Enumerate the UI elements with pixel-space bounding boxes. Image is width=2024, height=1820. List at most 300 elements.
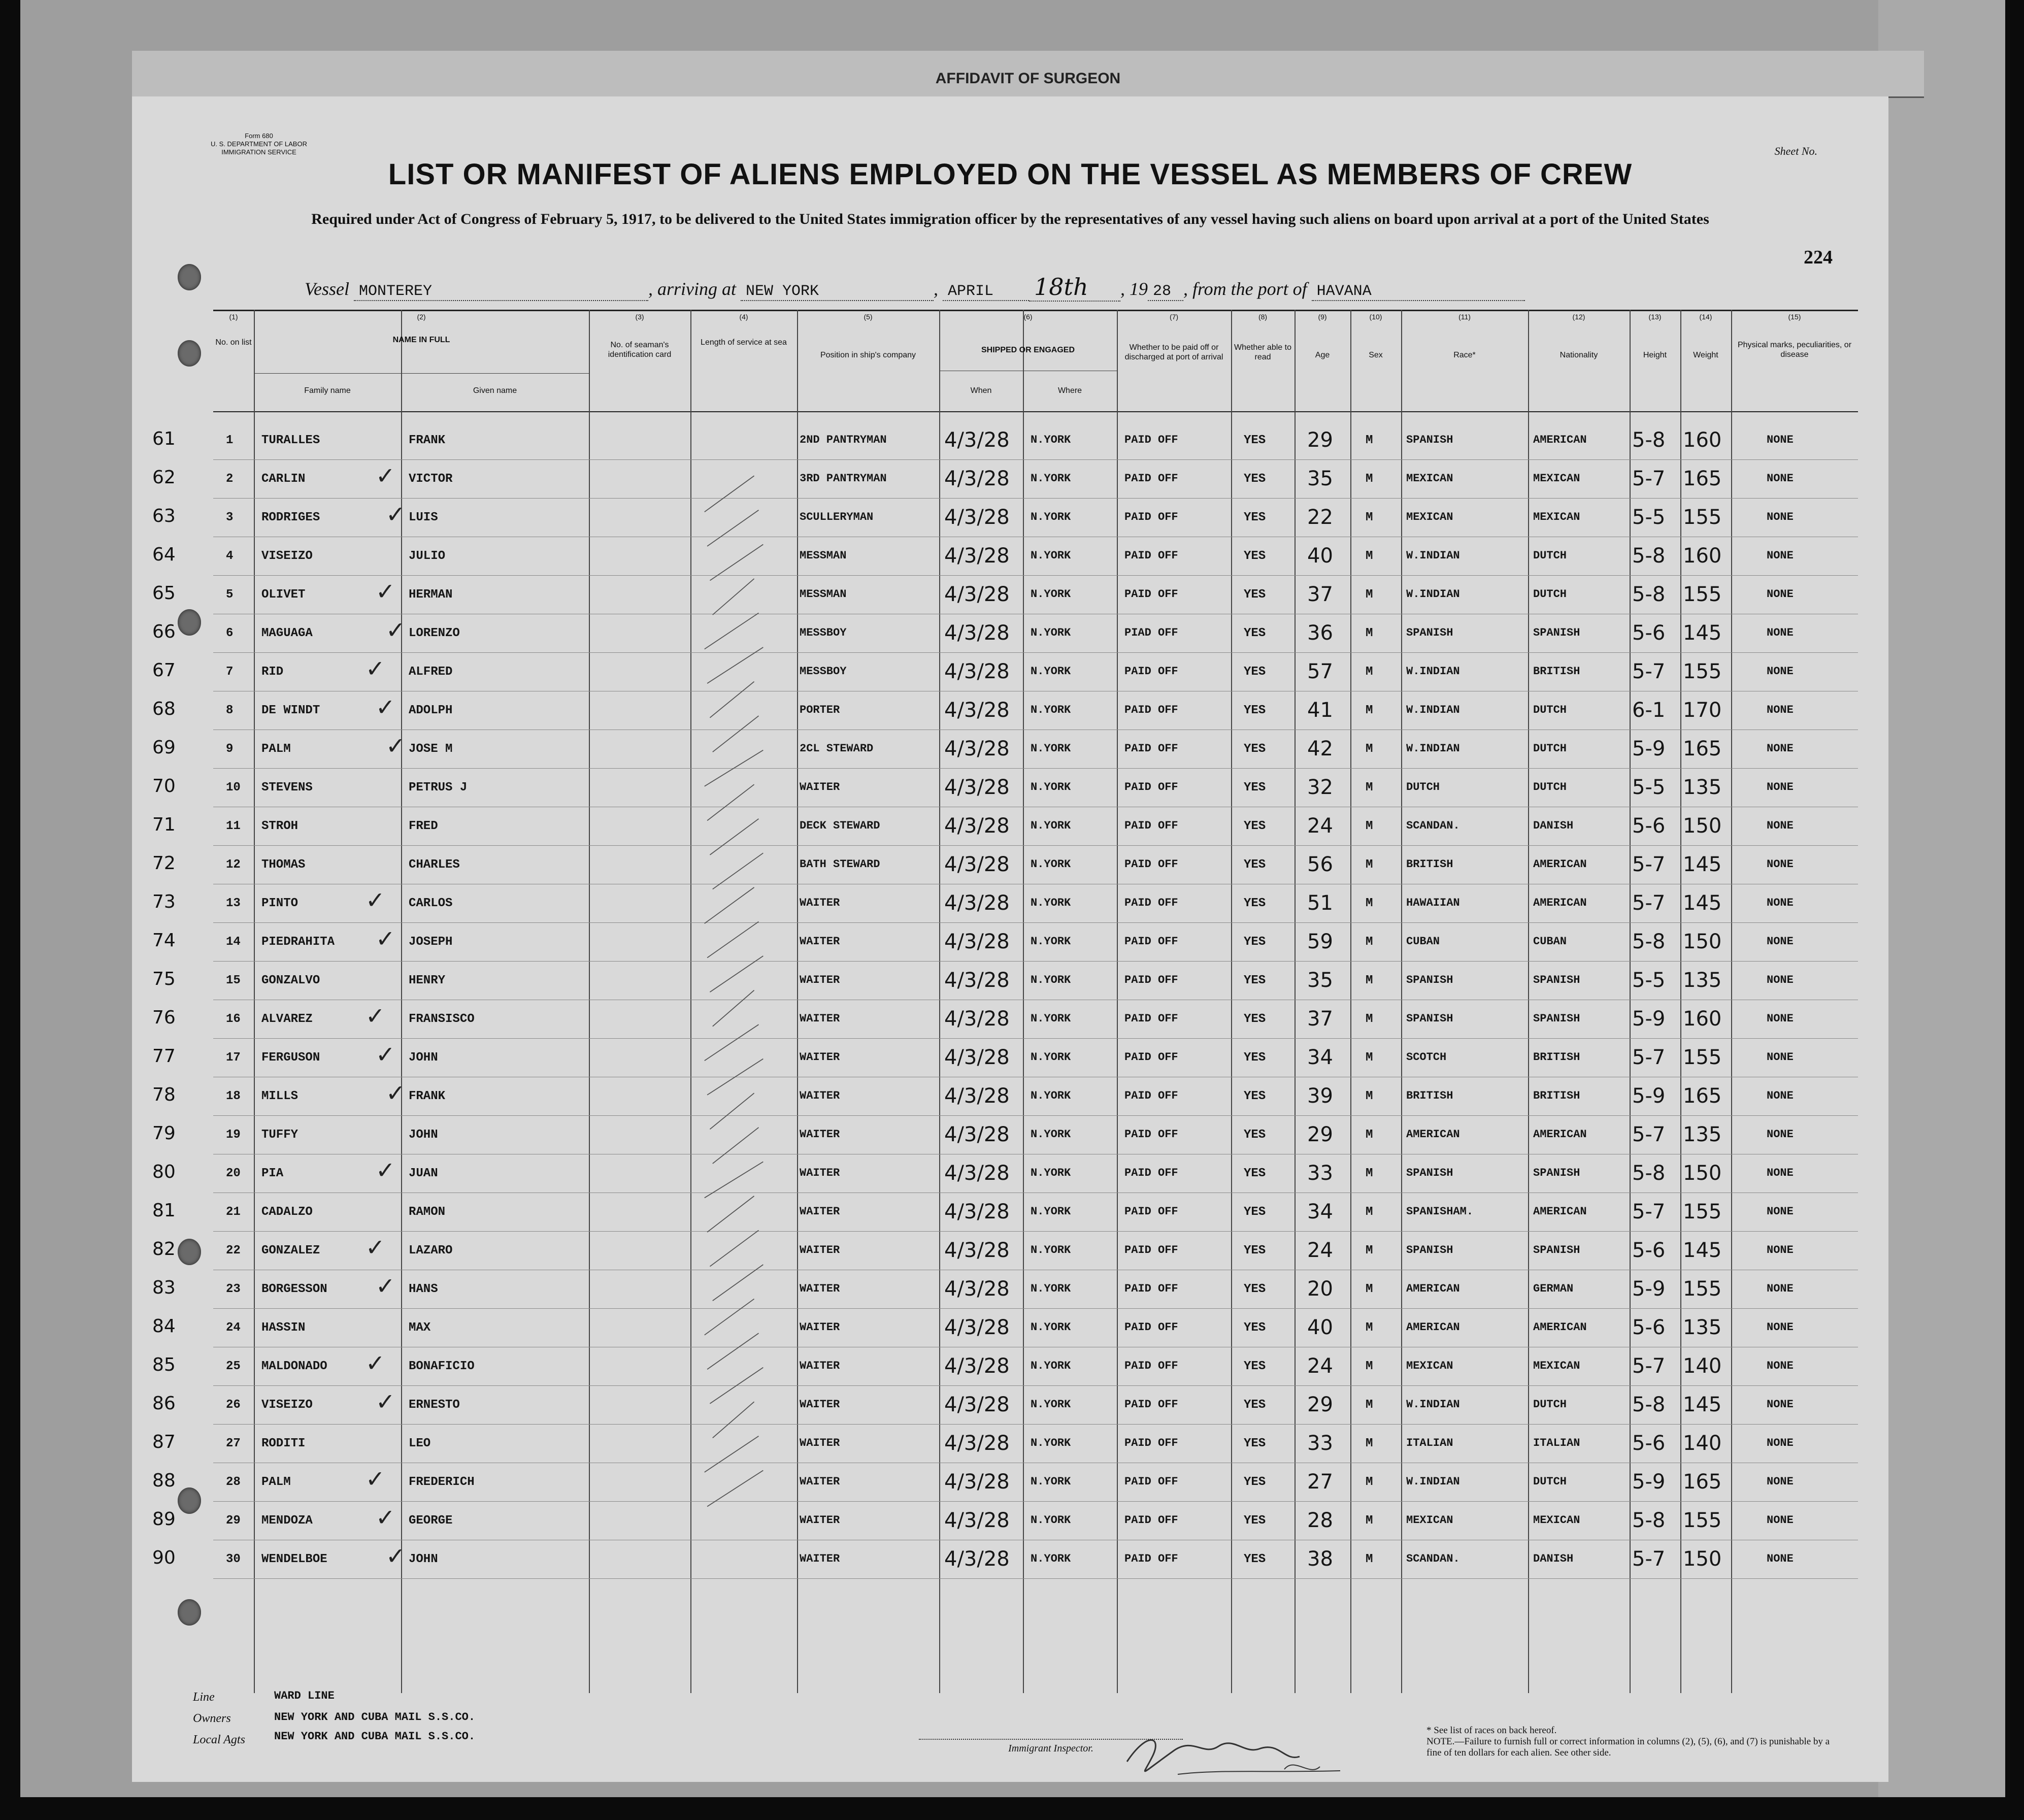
cell-weight: 165: [1683, 737, 1722, 760]
cell-sex: M: [1366, 1012, 1373, 1026]
arriving-at: NEW YORK: [741, 283, 934, 301]
pencil-tick: [705, 613, 759, 649]
cell-where: N.YORK: [1031, 858, 1071, 871]
cell-height: 5-7: [1632, 891, 1666, 915]
cell-nationality: DUTCH: [1533, 704, 1567, 716]
margin-line-number: 78: [152, 1084, 176, 1105]
cell-no: 28: [226, 1475, 241, 1489]
cell-read: YES: [1244, 974, 1266, 987]
year-prefix: , 19: [1120, 279, 1148, 299]
cell-when: 4/3/28: [944, 1316, 1010, 1339]
cell-read: YES: [1244, 1475, 1266, 1489]
cell-age: 29: [1307, 1123, 1333, 1146]
cell-no: 5: [226, 588, 234, 602]
name-subrule: [254, 373, 589, 374]
form-identifier: Form 680 U. S. DEPARTMENT OF LABOR IMMIGRATION SERVICE: [211, 132, 307, 156]
line-label: Line: [193, 1691, 215, 1704]
col-head-sex: Sex: [1369, 351, 1383, 359]
cell-height: 5-8: [1632, 1162, 1666, 1185]
cell-read: YES: [1244, 1398, 1266, 1412]
pencil-tick: [705, 476, 754, 512]
col-head-given: Given name: [473, 386, 517, 395]
cell-no: 1: [226, 434, 234, 447]
cell-given-name: FREDERICH: [409, 1475, 475, 1489]
col-num: (8): [1258, 313, 1268, 321]
cell-marks: NONE: [1767, 1475, 1794, 1488]
agents-label: Local Agts: [193, 1733, 245, 1746]
cell-when: 4/3/28: [944, 544, 1010, 568]
cell-position: BATH STEWARD: [800, 858, 880, 871]
cell-position: WAITER: [800, 1051, 840, 1064]
cell-paid-off: PAID OFF: [1124, 511, 1178, 523]
cell-when: 4/3/28: [944, 699, 1010, 722]
check-mark-icon: ✓: [366, 1234, 385, 1261]
cell-nationality: GERMAN: [1533, 1282, 1574, 1295]
check-mark-icon: ✓: [386, 732, 406, 759]
cell-family-name: WENDELBOE: [261, 1552, 327, 1566]
margin-line-number: 80: [152, 1162, 176, 1182]
cell-age: 51: [1307, 891, 1333, 915]
cell-sex: M: [1366, 935, 1373, 949]
cell-weight: 145: [1683, 621, 1722, 645]
cell-height: 5-7: [1632, 853, 1666, 876]
cell-read: YES: [1244, 1205, 1266, 1219]
check-mark-icon: ✓: [376, 1272, 395, 1300]
cell-given-name: HENRY: [409, 974, 446, 987]
cell-when: 4/3/28: [944, 1393, 1010, 1416]
punch-hole: [178, 340, 201, 367]
cell-read: YES: [1244, 588, 1266, 602]
table-row: [152, 962, 1858, 1000]
cell-marks: NONE: [1767, 1360, 1794, 1372]
check-mark-icon: ✓: [386, 501, 406, 528]
cell-position: WAITER: [800, 974, 840, 986]
cell-weight: 140: [1683, 1432, 1722, 1455]
cell-race: W.INDIAN: [1406, 742, 1460, 755]
cell-family-name: HASSIN: [261, 1321, 306, 1335]
cell-family-name: RODITI: [261, 1437, 306, 1450]
cell-weight: 155: [1683, 1509, 1722, 1532]
cell-race: MEXICAN: [1406, 1360, 1453, 1372]
cell-read: YES: [1244, 472, 1266, 486]
table-row: [152, 1270, 1858, 1309]
cell-no: 12: [226, 858, 241, 872]
cell-paid-off: PAID OFF: [1124, 974, 1178, 986]
cell-position: 2CL STEWARD: [800, 742, 874, 755]
table-row: [152, 1540, 1858, 1579]
cell-family-name: PALM: [261, 742, 291, 756]
cell-paid-off: PAID OFF: [1124, 665, 1178, 678]
cell-race: HAWAIIAN: [1406, 897, 1460, 909]
check-mark-icon: ✓: [376, 693, 395, 721]
pencil-tick: [710, 544, 763, 580]
cell-family-name: STROH: [261, 819, 298, 833]
cell-no: 14: [226, 935, 241, 949]
cell-given-name: GEORGE: [409, 1514, 453, 1528]
table-row: [152, 1502, 1858, 1540]
pencil-tick: [707, 1333, 758, 1369]
cell-age: 34: [1307, 1046, 1333, 1069]
affidavit-header: [132, 51, 1924, 98]
cell-when: 4/3/28: [944, 1123, 1010, 1146]
cell-where: N.YORK: [1031, 665, 1071, 678]
cell-height: 5-8: [1632, 1509, 1666, 1532]
cell-race: SPANISH: [1406, 1244, 1453, 1256]
page-title: LIST OR MANIFEST OF ALIENS EMPLOYED ON THE VESSEL AS MEMBERS OF CREW: [388, 158, 1633, 191]
cell-weight: 165: [1683, 1084, 1722, 1108]
col-head-weight: Weight: [1693, 351, 1718, 359]
cell-weight: 135: [1683, 969, 1722, 992]
cell-where: N.YORK: [1031, 1051, 1071, 1064]
col-num: (5): [864, 313, 873, 321]
margin-line-number: 79: [152, 1123, 176, 1144]
cell-given-name: JUAN: [409, 1167, 438, 1180]
col-head-where: Where: [1057, 386, 1082, 395]
cell-nationality: AMERICAN: [1533, 1205, 1587, 1218]
pencil-tick: [710, 1230, 758, 1266]
cell-sex: M: [1366, 1244, 1373, 1258]
check-mark-icon: ✓: [366, 655, 385, 682]
cell-sex: M: [1366, 434, 1373, 447]
cell-weight: 165: [1683, 467, 1722, 490]
cell-age: 40: [1307, 1316, 1333, 1339]
cell-where: N.YORK: [1031, 897, 1071, 909]
arrival-year: 28: [1148, 283, 1183, 301]
cell-marks: NONE: [1767, 511, 1794, 523]
cell-when: 4/3/28: [944, 1509, 1010, 1532]
cell-paid-off: PAID OFF: [1124, 1012, 1178, 1025]
table-row: [152, 691, 1858, 730]
table-row: [152, 1116, 1858, 1154]
cell-race: W.INDIAN: [1406, 665, 1460, 678]
page-number: 224: [1804, 247, 1833, 268]
cell-paid-off: PAID OFF: [1124, 742, 1178, 755]
cell-height: 5-8: [1632, 428, 1666, 452]
col-head-race: Race*: [1453, 351, 1476, 359]
cell-race: SPANISH: [1406, 434, 1453, 446]
table-row: [152, 807, 1858, 846]
cell-when: 4/3/28: [944, 969, 1010, 992]
cell-weight: 150: [1683, 814, 1722, 838]
vessel-line: Vessel MONTEREY , arriving at NEW YORK , APRIL 18th , 19 28 , from the port of HAVANA: [305, 273, 1525, 302]
col-num: (15): [1788, 313, 1801, 321]
punch-hole: [178, 1239, 201, 1265]
table-row: [152, 730, 1858, 769]
margin-line-number: 83: [152, 1277, 176, 1298]
cell-where: N.YORK: [1031, 974, 1071, 986]
cell-family-name: CARLIN: [261, 472, 306, 486]
cell-height: 5-9: [1632, 1277, 1666, 1301]
cell-where: N.YORK: [1031, 1167, 1071, 1179]
cell-family-name: MILLS: [261, 1089, 298, 1103]
cell-height: 5-7: [1632, 1123, 1666, 1146]
table-row: [152, 421, 1858, 460]
cell-sex: M: [1366, 472, 1373, 486]
cell-nationality: SPANISH: [1533, 1244, 1580, 1256]
cell-position: WAITER: [800, 1321, 840, 1334]
cell-family-name: PALM: [261, 1475, 291, 1489]
cell-weight: 155: [1683, 583, 1722, 606]
cell-paid-off: PAID OFF: [1124, 1360, 1178, 1372]
cell-position: DECK STEWARD: [800, 819, 880, 832]
pencil-tick: [710, 682, 754, 718]
cell-nationality: DUTCH: [1533, 588, 1567, 601]
pencil-tick: [713, 1265, 764, 1301]
table-row: [152, 1232, 1858, 1270]
cell-read: YES: [1244, 704, 1266, 717]
background-strip: [1878, 0, 2005, 1797]
cell-family-name: TUFFY: [261, 1128, 298, 1142]
cell-weight: 170: [1683, 699, 1722, 722]
manifest-footer: [193, 1670, 1838, 1772]
cell-nationality: DUTCH: [1533, 781, 1567, 793]
cell-family-name: ALVAREZ: [261, 1012, 313, 1026]
cell-where: N.YORK: [1031, 1282, 1071, 1295]
cell-where: N.YORK: [1031, 626, 1071, 639]
cell-position: WAITER: [800, 1475, 840, 1488]
cell-nationality: AMERICAN: [1533, 858, 1587, 871]
col-head-marks: Physical marks, peculiarities, or disease: [1737, 341, 1852, 359]
margin-line-number: 63: [152, 506, 176, 526]
col-num: (13): [1648, 313, 1662, 321]
cell-height: 5-7: [1632, 1547, 1666, 1571]
cell-given-name: LAZARO: [409, 1244, 453, 1258]
cell-no: 30: [226, 1552, 241, 1566]
cell-read: YES: [1244, 1012, 1266, 1026]
cell-when: 4/3/28: [944, 891, 1010, 915]
cell-where: N.YORK: [1031, 1552, 1071, 1565]
from-port: HAVANA: [1312, 283, 1525, 301]
cell-race: MEXICAN: [1406, 511, 1453, 523]
cell-family-name: DE WINDT: [261, 704, 320, 717]
margin-line-number: 61: [152, 428, 176, 449]
col-head-read: Whether able to read: [1234, 343, 1291, 361]
cell-race: BRITISH: [1406, 1089, 1453, 1102]
cell-when: 4/3/28: [944, 1277, 1010, 1301]
margin-line-number: 74: [152, 930, 176, 951]
table-row: [152, 576, 1858, 614]
cell-marks: NONE: [1767, 1128, 1794, 1141]
cell-marks: NONE: [1767, 704, 1794, 716]
crew-table: [152, 310, 1858, 1691]
cell-sex: M: [1366, 588, 1373, 602]
cell-when: 4/3/28: [944, 1162, 1010, 1185]
cell-age: 37: [1307, 583, 1333, 606]
cell-paid-off: PAID OFF: [1124, 588, 1178, 601]
cell-weight: 165: [1683, 1470, 1722, 1494]
check-mark-icon: ✓: [366, 1465, 385, 1493]
cell-paid-off: PAID OFF: [1124, 1167, 1178, 1179]
cell-height: 5-6: [1632, 1316, 1666, 1339]
pencil-tick: [707, 1470, 763, 1506]
pencil-tick: [710, 1368, 763, 1404]
table-row: [152, 1039, 1858, 1077]
col-head-name: NAME IN FULL: [392, 336, 450, 344]
check-mark-icon: ✓: [366, 1002, 385, 1030]
cell-sex: M: [1366, 1205, 1373, 1219]
cell-no: 23: [226, 1282, 241, 1296]
cell-height: 5-7: [1632, 660, 1666, 683]
cell-age: 29: [1307, 1393, 1333, 1416]
cell-given-name: HANS: [409, 1282, 438, 1296]
cell-when: 4/3/28: [944, 467, 1010, 490]
pencil-tick: [713, 716, 759, 752]
cell-marks: NONE: [1767, 1051, 1794, 1064]
cell-when: 4/3/28: [944, 814, 1010, 838]
cell-height: 5-7: [1632, 1354, 1666, 1378]
cell-sex: M: [1366, 1128, 1373, 1142]
col-num: (11): [1458, 313, 1471, 321]
cell-nationality: BRITISH: [1533, 1089, 1580, 1102]
cell-race: SPANISH: [1406, 1012, 1453, 1025]
cell-where: N.YORK: [1031, 1514, 1071, 1527]
cell-nationality: AMERICAN: [1533, 1128, 1587, 1141]
arriving-label: , arriving at: [648, 279, 736, 299]
cell-given-name: LUIS: [409, 511, 438, 524]
cell-height: 5-9: [1632, 737, 1666, 760]
arrival-month: APRIL: [943, 283, 1029, 301]
cell-sex: M: [1366, 1475, 1373, 1489]
cell-position: WAITER: [800, 1244, 840, 1256]
cell-no: 11: [226, 819, 241, 833]
cell-read: YES: [1244, 1244, 1266, 1258]
cell-paid-off: PAID OFF: [1124, 704, 1178, 716]
cell-nationality: BRITISH: [1533, 665, 1580, 678]
cell-nationality: CUBAN: [1533, 935, 1567, 948]
margin-line-number: 69: [152, 737, 176, 758]
cell-age: 33: [1307, 1162, 1333, 1185]
cell-marks: NONE: [1767, 472, 1794, 485]
cell-read: YES: [1244, 1552, 1266, 1566]
arrival-day: 18th: [1029, 273, 1120, 302]
cell-race: W.INDIAN: [1406, 1475, 1460, 1488]
footer-note: * See list of races on back hereof. NOTE.—Failure to furnish full or correct information in columns (2), (5), (6), and (7) is punishable by a fine of ten dollars for each alien. See other side.: [1426, 1725, 1830, 1758]
cell-where: N.YORK: [1031, 511, 1071, 523]
pencil-tick: [707, 1059, 763, 1095]
affidavit-title: AFFIDAVIT OF SURGEON: [935, 70, 1121, 87]
cell-height: 5-8: [1632, 583, 1666, 606]
cell-where: N.YORK: [1031, 588, 1071, 601]
pencil-tick: [707, 784, 754, 820]
cell-when: 4/3/28: [944, 1547, 1010, 1571]
cell-family-name: MAGUAGA: [261, 626, 313, 640]
cell-weight: 150: [1683, 930, 1722, 953]
col-head-when: When: [970, 386, 992, 395]
cell-when: 4/3/28: [944, 1432, 1010, 1455]
cell-nationality: BRITISH: [1533, 1051, 1580, 1064]
check-mark-icon: ✓: [386, 1542, 406, 1570]
margin-line-number: 73: [152, 891, 176, 912]
page-subtitle: Required under Act of Congress of February 5, 1917, to be delivered to the United States immigration officer by the representatives of any vessel having such aliens on board upon arrival at a port of the United States: [311, 211, 1709, 227]
pencil-tick: [705, 1299, 754, 1335]
cell-given-name: FRANK: [409, 1089, 446, 1103]
agents-value: NEW YORK AND CUBA MAIL S.S.CO.: [274, 1730, 476, 1743]
cell-when: 4/3/28: [944, 1046, 1010, 1069]
cell-paid-off: PAID OFF: [1124, 1398, 1178, 1411]
cell-no: 18: [226, 1089, 241, 1103]
table-row: [152, 1386, 1858, 1425]
cell-given-name: JOHN: [409, 1051, 438, 1065]
cell-age: 56: [1307, 853, 1333, 876]
cell-no: 22: [226, 1244, 241, 1258]
cell-age: 29: [1307, 428, 1333, 452]
owners-label: Owners: [193, 1712, 231, 1725]
cell-when: 4/3/28: [944, 1200, 1010, 1223]
pencil-tick: [705, 1162, 764, 1198]
cell-height: 5-5: [1632, 969, 1666, 992]
cell-nationality: MEXICAN: [1533, 1514, 1580, 1527]
cell-read: YES: [1244, 511, 1266, 524]
cell-family-name: CADALZO: [261, 1205, 313, 1219]
col-head-service: Length of service at sea: [701, 338, 787, 347]
cell-sex: M: [1366, 1514, 1373, 1528]
cell-marks: NONE: [1767, 588, 1794, 601]
cell-read: YES: [1244, 935, 1266, 949]
cell-where: N.YORK: [1031, 1475, 1071, 1488]
margin-line-number: 70: [152, 776, 176, 797]
cell-read: YES: [1244, 549, 1266, 563]
cell-marks: NONE: [1767, 858, 1794, 871]
id-card-tick-marks: [695, 401, 777, 1584]
cell-position: WAITER: [800, 1552, 840, 1565]
cell-where: N.YORK: [1031, 781, 1071, 793]
cell-sex: M: [1366, 704, 1373, 717]
cell-nationality: DUTCH: [1533, 1475, 1567, 1488]
cell-race: DUTCH: [1406, 781, 1440, 793]
cell-no: 16: [226, 1012, 241, 1026]
check-mark-icon: ✓: [376, 925, 395, 952]
cell-marks: NONE: [1767, 819, 1794, 832]
margin-line-number: 68: [152, 699, 176, 719]
cell-where: N.YORK: [1031, 1398, 1071, 1411]
cell-paid-off: PAID OFF: [1124, 1128, 1178, 1141]
pencil-tick: [710, 1093, 754, 1129]
cell-position: WAITER: [800, 1128, 840, 1141]
margin-line-number: 82: [152, 1239, 176, 1260]
sheet-number-label: Sheet No.: [1774, 145, 1817, 157]
cell-sex: M: [1366, 1321, 1373, 1335]
cell-race: MEXICAN: [1406, 1514, 1453, 1527]
cell-position: SCULLERYMAN: [800, 511, 874, 523]
header-bottom-rule: [213, 411, 1858, 412]
cell-read: YES: [1244, 1514, 1266, 1528]
cell-family-name: STEVENS: [261, 781, 313, 795]
cell-read: YES: [1244, 1167, 1266, 1180]
cell-where: N.YORK: [1031, 1089, 1071, 1102]
cell-weight: 155: [1683, 1200, 1722, 1223]
cell-race: W.INDIAN: [1406, 549, 1460, 562]
cell-no: 8: [226, 704, 234, 717]
cell-where: N.YORK: [1031, 1128, 1071, 1141]
cell-given-name: ADOLPH: [409, 704, 453, 717]
margin-line-number: 76: [152, 1007, 176, 1028]
cell-sex: M: [1366, 897, 1373, 910]
col-head-nationality: Nationality: [1560, 351, 1598, 359]
cell-nationality: MEXICAN: [1533, 472, 1580, 485]
cell-height: 5-6: [1632, 1432, 1666, 1455]
margin-line-number: 87: [152, 1432, 176, 1452]
cell-family-name: BORGESSON: [261, 1282, 327, 1296]
pencil-tick: [713, 579, 754, 615]
table-row: [152, 846, 1858, 884]
cell-weight: 160: [1683, 1007, 1722, 1031]
cell-age: 38: [1307, 1547, 1333, 1571]
pencil-tick: [705, 887, 754, 923]
cell-given-name: LORENZO: [409, 626, 460, 640]
cell-nationality: ITALIAN: [1533, 1437, 1580, 1449]
cell-weight: 135: [1683, 776, 1722, 799]
cell-read: YES: [1244, 897, 1266, 910]
